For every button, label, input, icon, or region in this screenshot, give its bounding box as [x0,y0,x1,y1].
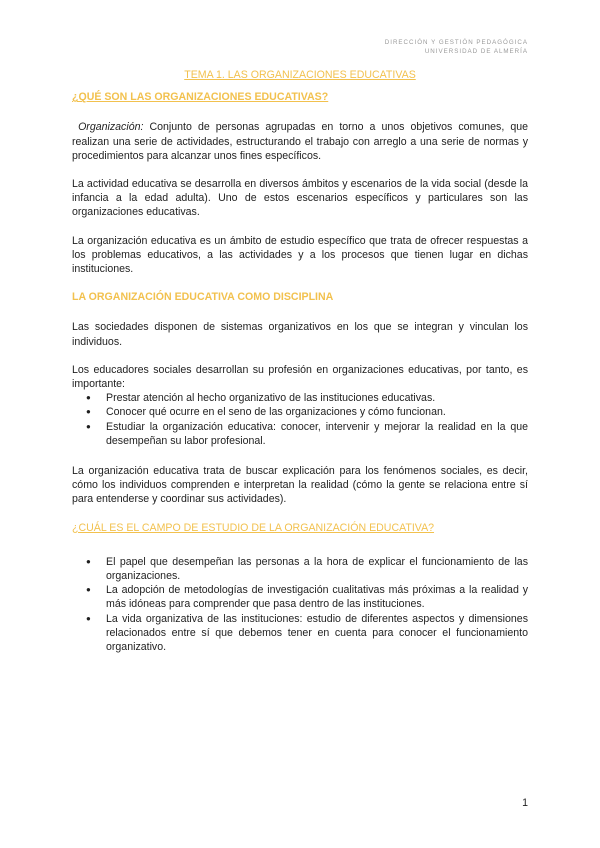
list-item: ● La vida organizativa de las instituciones: estudio de diferentes aspectos y dimensiones relacionados entre sí que debemos tener en cuenta para conocer el funcionamiento organizativo. [106,612,528,655]
section-heading-field-of-study: ¿CUÁL ES EL CAMPO DE ESTUDIO DE LA ORGANIZACIÓN EDUCATIVA? [72,521,435,534]
header-line-2: UNIVERSIDAD DE ALMERÍA [424,48,528,55]
list-item: ● Estudiar la organización educativa: conocer, intervenir y mejorar la realidad en la que desempeñan su labor profesional. [106,420,528,448]
bullet-list [72,555,528,654]
running-header [385,38,528,56]
list-item: ● Prestar atención al hecho organizativo de las instituciones educativas. [106,391,528,405]
bullet-list [72,391,528,448]
definition-text: Conjunto de personas agrupadas en torno a unos objetivos comunes, que realizan una serie de actividades, estructurando el trabajo con arreglo a una serie de normas y procedimientos para alcanzar unos fines específicos. [72,121,529,162]
document-title: TEMA 1. LAS ORGANIZACIONES EDUCATIVAS [184,69,416,81]
paragraph: Los educadores sociales desarrollan su profesión en organizaciones educativas, por tanto, es importante: [72,363,528,391]
section-heading-discipline: LA ORGANIZACIÓN EDUCATIVA COMO DISCIPLINA [72,291,334,304]
section-heading-what-are: ¿QUÉ SON LAS ORGANIZACIONES EDUCATIVAS? [72,91,329,104]
document-body [72,68,528,668]
definition-term: Organización: [78,121,144,134]
list-item: ● Conocer qué ocurre en el seno de las organizaciones y cómo funcionan. [106,405,528,419]
page-number: 1 [522,797,528,809]
list-item: ● El papel que desempeñan las personas a la hora de explicar el funcionamiento de las organizaciones. [106,555,528,583]
list-item: ● La adopción de metodologías de investigación cualitativas más próximas a la realidad y más idóneas para comprender que pasa dentro de las instituciones. [106,583,528,611]
paragraph: La actividad educativa se desarrolla en diversos ámbitos y escenarios de la vida social (desde la infancia a la edad adulta). Uno de estos escenarios específicos y particulares son las organizaciones educativas. [72,178,528,219]
paragraph: Las sociedades disponen de sistemas organizativos en los que se integran y vinculan los individuos. [72,321,528,348]
definition-paragraph [72,120,528,163]
paragraph: La organización educativa trata de buscar explicación para los fenómenos sociales, es decir, cómo los individuos comprenden e interpretan la realidad (cómo la gente se relaciona entre sí para entenderse y coordinar sus actividades). [72,465,528,506]
paragraph: La organización educativa es un ámbito de estudio específico que trata de ofrecer respuestas a los problemas educativos, a las actividades y a los procesos que tienen lugar en dichas instituciones. [72,234,528,276]
header-line-1: DIRECCIÓN Y GESTIÓN PEDAGÓGICA [384,39,528,46]
